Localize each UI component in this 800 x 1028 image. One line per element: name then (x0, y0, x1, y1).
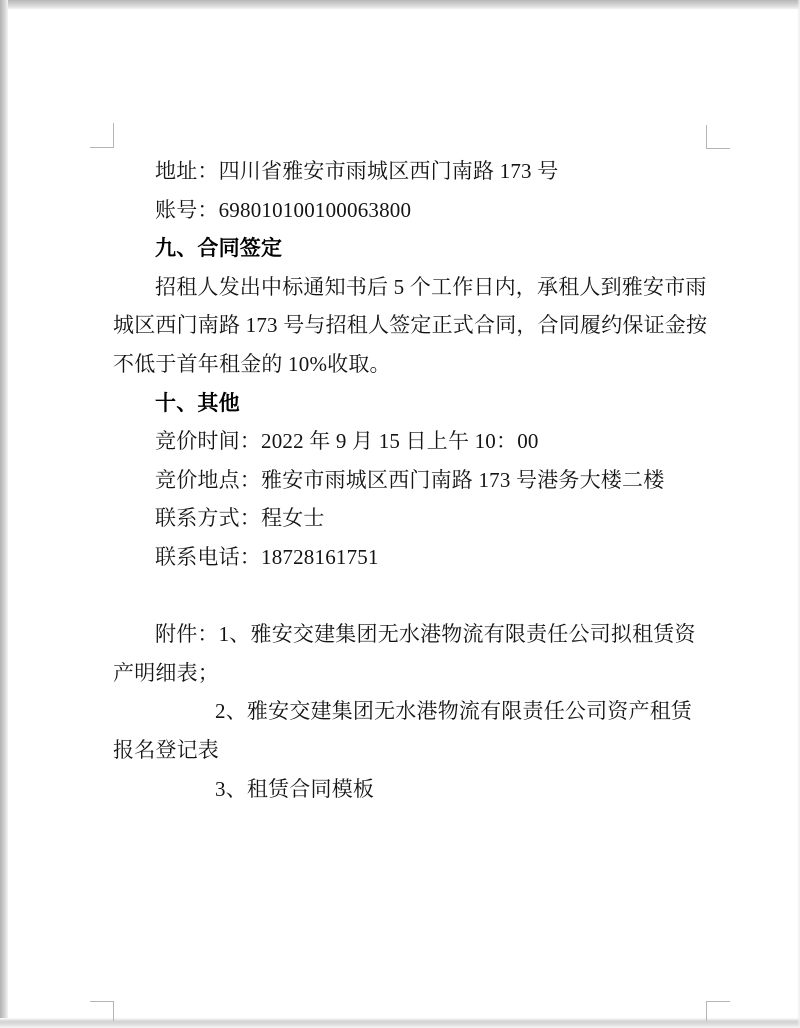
text-line: 3、租赁合同模板 (215, 776, 375, 801)
text-line: 不低于首年租金的 10%收取。 (113, 351, 391, 376)
text-line: 招租人发出中标通知书后 5 个工作日内，承租人到雅安市雨 (155, 274, 707, 299)
page-edge-left (0, 0, 8, 1028)
margin-cropmark-bottom-right (706, 1001, 730, 1021)
page-edge-bottom (0, 1018, 800, 1028)
text-line: 账号：698010100100063800 (155, 197, 412, 222)
text-line: 地址：四川省雅安市雨城区西门南路 173 号 (155, 159, 559, 183)
text-line: 联系电话：18728161751 (155, 544, 379, 569)
text-line: 报名登记表 (113, 737, 219, 762)
section-heading: 九、合同签定 (155, 236, 283, 261)
blank-line (113, 577, 709, 616)
text-line: 产明细表； (113, 660, 219, 685)
text-line: 附件：1、雅安交建集团无水港物流有限责任公司拟租赁资 (155, 622, 696, 647)
text-line: 竞价时间：2022 年 9 月 15 日上午 10：00 (155, 429, 539, 454)
text-line: 竞价地点：雅安市雨城区西门南路 173 号港务大楼二楼 (155, 467, 665, 492)
margin-cropmark-top-right (706, 125, 730, 149)
text-line: 城区西门南路 173 号与招租人签定正式合同，合同履约保证金按 (113, 313, 708, 338)
page-edge-top (0, 0, 800, 9)
document-body (113, 152, 709, 808)
margin-cropmark-top-left (90, 123, 114, 148)
text-line: 2、雅安交建集团无水港物流有限责任公司资产租赁 (215, 699, 693, 724)
section-heading: 十、其他 (155, 390, 240, 415)
text-line: 联系方式：程女士 (155, 506, 325, 531)
margin-cropmark-bottom-left (90, 1001, 114, 1021)
